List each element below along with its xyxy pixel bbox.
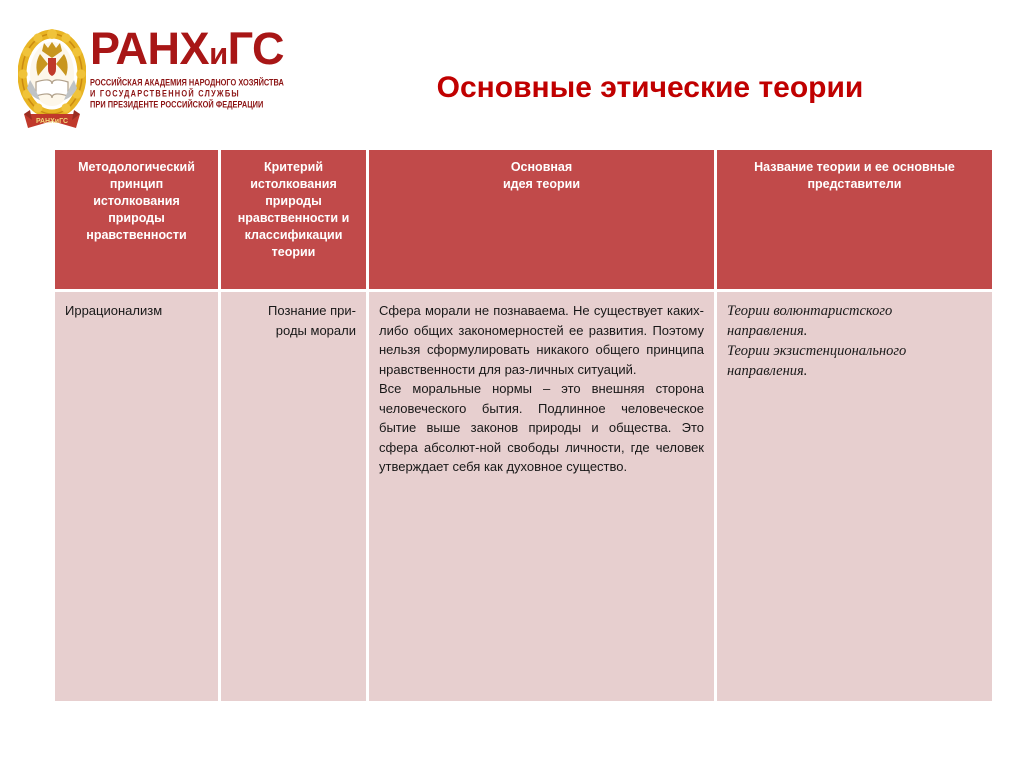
header-line: классификации xyxy=(244,228,343,242)
logo-subtitle-line-2: И ГОСУДАРСТВЕННОЙ СЛУЖБЫ xyxy=(90,88,240,99)
column-header-main-idea xyxy=(369,150,714,289)
header-line: теории xyxy=(271,245,316,259)
logo-acronym xyxy=(90,23,298,76)
header-line: Методологический xyxy=(78,160,195,174)
theory-line-2: направления. xyxy=(727,323,808,339)
header-line: природы xyxy=(265,194,322,208)
idea-paragraph-1: Сфера морали не познаваема. Не существует каких-либо общих закономерностей ее развития. Поэтому нельзя сформулировать никакого общего принципа нравственности для раз-личных ситуаций. xyxy=(379,303,704,377)
ethical-theories-table xyxy=(52,147,995,704)
column-header-methodological-principle xyxy=(55,150,218,289)
cell-methodological-principle: Иррационализм xyxy=(55,292,218,701)
theory-line-3: Теории экзистенционального xyxy=(727,343,907,359)
page-title: Основные этические теории xyxy=(436,71,864,104)
svg-text:РАНХиГС: РАНХиГС xyxy=(35,118,69,125)
header-line: истолкования xyxy=(93,194,180,208)
header-line: Основная xyxy=(510,160,573,174)
header-line: представители xyxy=(807,177,902,191)
header-line: природы xyxy=(108,211,165,225)
logo-acronym-part2: ГС xyxy=(227,23,285,74)
header-line: Название теории и ее основные xyxy=(754,160,955,174)
theory-line-1: Теории волюнтаристского xyxy=(727,303,893,319)
column-header-theory-name xyxy=(717,150,992,289)
theory-line-4: направления. xyxy=(727,363,808,379)
coat-of-arms-icon xyxy=(18,24,86,136)
cell-criterion xyxy=(221,292,366,701)
table-row xyxy=(55,292,992,701)
header-line: нравственности и xyxy=(237,211,350,225)
cell-main-idea xyxy=(369,292,714,701)
header-line: идея теории xyxy=(502,177,581,191)
logo-acronym-part1: РАНХ xyxy=(90,23,210,74)
logo-wordmark xyxy=(90,24,298,110)
column-header-criterion xyxy=(221,150,366,289)
criterion-line-2: роды морали xyxy=(275,322,356,338)
ranepa-logo xyxy=(18,24,298,142)
header-line: принцип xyxy=(109,177,164,191)
idea-paragraph-2: Все моральные нормы – это внешняя сторона человеческого бытия. Подлинное человеческое бытие выше законов природы и общества. Это сфера абсолют-ной свободы личности, где человек утверждает себя как духовное существо. xyxy=(379,381,704,474)
header-line: нравственности xyxy=(86,228,187,242)
logo-subtitle-line-3: ПРИ ПРЕЗИДЕНТЕ РОССИЙСКОЙ ФЕДЕРАЦИИ xyxy=(90,99,264,111)
table-header-row xyxy=(55,150,992,289)
logo-acronym-small: и xyxy=(209,36,228,71)
header-line: Критерий xyxy=(263,160,324,174)
criterion-line-1: Познание при- xyxy=(268,303,356,318)
header-line: истолкования xyxy=(250,177,337,191)
cell-theory-names xyxy=(717,292,992,701)
logo-subtitle-line-1: РОССИЙСКАЯ АКАДЕМИЯ НАРОДНОГО ХОЗЯЙСТВА xyxy=(90,77,284,88)
